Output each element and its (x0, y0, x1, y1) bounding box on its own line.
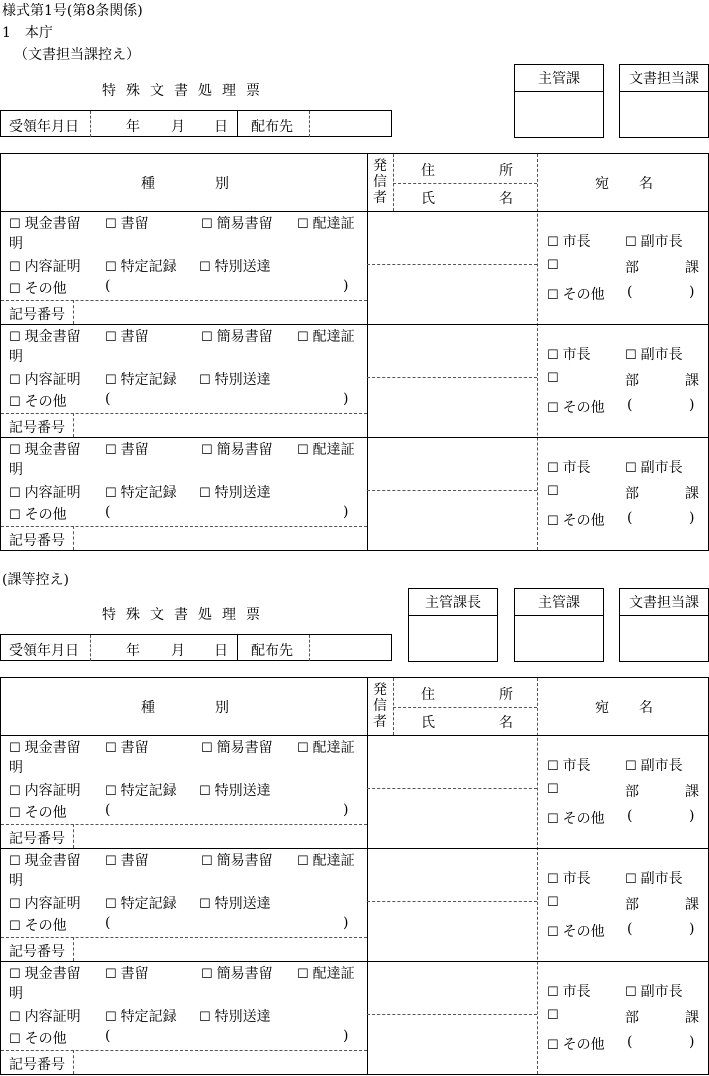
destination-field[interactable] (313, 638, 389, 658)
checkbox-icon[interactable]: ☐ (9, 486, 21, 501)
sender-address-field[interactable] (371, 215, 533, 261)
checkbox-icon[interactable]: ☐ (547, 288, 559, 303)
sender-address-field[interactable] (371, 965, 533, 1011)
checkbox-icon[interactable]: ☐ (9, 217, 21, 232)
day-label: 日 (214, 643, 228, 659)
checkbox-icon[interactable]: ☐ (297, 854, 309, 869)
checkbox-icon[interactable]: ☐ (9, 1010, 21, 1025)
checkbox-icon[interactable]: ☐ (199, 784, 211, 799)
checkbox-icon[interactable]: ☐ (105, 854, 117, 869)
sender-address-field[interactable] (371, 328, 533, 374)
year-label: 年 (126, 643, 140, 659)
checkbox-icon[interactable]: ☐ (547, 514, 559, 529)
name-header: 氏 名 (421, 191, 513, 207)
checkbox-icon[interactable]: ☐ (201, 330, 213, 345)
checkbox-icon[interactable]: ☐ (547, 258, 559, 273)
checkbox-icon[interactable]: ☐ (201, 967, 213, 982)
checkbox-icon[interactable]: ☐ (625, 872, 637, 887)
type-header: 種 別 (141, 700, 229, 716)
checkbox-icon[interactable]: ☐ (199, 373, 211, 388)
sender-address-field[interactable] (371, 852, 533, 898)
sender-header: 発信者 (373, 158, 387, 206)
checkbox-icon[interactable]: ☐ (625, 461, 637, 476)
checkbox-icon[interactable]: ☐ (9, 967, 21, 982)
checkbox-icon[interactable]: ☐ (9, 395, 21, 410)
checkbox-icon[interactable]: ☐ (199, 260, 211, 275)
checkbox-icon[interactable]: ☐ (9, 897, 21, 912)
checkbox-icon[interactable]: ☐ (9, 741, 21, 756)
address-header: 住 所 (421, 687, 513, 703)
stamp-box[interactable] (514, 64, 604, 138)
sender-name-field[interactable] (371, 1018, 533, 1070)
checkbox-icon[interactable]: ☐ (105, 1010, 117, 1025)
table-row: ☐ 現金書留 ☐ 書留 ☐ 簡易書留 ☐ 配達証 明 ☐ 内容証明 ☐ 特定記録 ☐ 特別送達 ☐ その他 ( ) 記号番号 ☐ 市長 ☐ 副市長 ☐ 部 課 ☐ その他 ( ) (1, 211, 708, 324)
reg-no-field[interactable] (77, 939, 363, 959)
checkbox-icon[interactable]: ☐ (625, 235, 637, 250)
sender-header: 発信者 (373, 682, 387, 730)
section-dept-copy (0, 524, 709, 1076)
stamp-box[interactable] (619, 64, 709, 138)
month-label: 月 (171, 643, 185, 659)
record-table (0, 153, 709, 551)
checkbox-icon[interactable]: ☐ (9, 806, 21, 821)
checkbox-icon[interactable]: ☐ (105, 373, 117, 388)
reg-no-field[interactable] (77, 1052, 363, 1072)
table-row: ☐ 現金書留 ☐ 書留 ☐ 簡易書留 ☐ 配達証 明 ☐ 内容証明 ☐ 特定記録 ☐ 特別送達 ☐ その他 ( ) 記号番号 ☐ 市長 ☐ 副市長 ☐ 部 課 ☐ その他 ( ) (1, 961, 708, 1074)
checkbox-icon[interactable]: ☐ (547, 461, 559, 476)
checkbox-icon[interactable]: ☐ (201, 854, 213, 869)
sender-address-field[interactable] (371, 739, 533, 785)
checkbox-icon[interactable]: ☐ (625, 985, 637, 1000)
checkbox-icon[interactable]: ☐ (105, 897, 117, 912)
checkbox-icon[interactable]: ☐ (625, 348, 637, 363)
stamp-label: 主管課 (515, 589, 603, 616)
checkbox-icon[interactable]: ☐ (105, 260, 117, 275)
checkbox-icon[interactable]: ☐ (105, 784, 117, 799)
table-row: ☐ 現金書留 ☐ 書留 ☐ 簡易書留 ☐ 配達証 明 ☐ 内容証明 ☐ 特定記録 ☐ 特別送達 ☐ その他 ( ) 記号番号 ☐ 市長 ☐ 副市長 ☐ 部 課 ☐ その他 ( ) (1, 735, 708, 848)
type-header: 種 別 (141, 176, 229, 192)
checkbox-icon[interactable]: ☐ (9, 508, 21, 523)
record-table (0, 677, 709, 1075)
stamp-label: 主管課 (515, 65, 603, 92)
checkbox-icon[interactable]: ☐ (105, 486, 117, 501)
checkbox-icon[interactable]: ☐ (297, 330, 309, 345)
receipt-box (0, 110, 392, 137)
checkbox-icon[interactable]: ☐ (201, 217, 213, 232)
receipt-box (0, 634, 392, 661)
checkbox-icon[interactable]: ☐ (547, 895, 559, 910)
checkbox-icon[interactable]: ☐ (547, 782, 559, 797)
checkbox-icon[interactable]: ☐ (297, 443, 309, 458)
sender-name-field[interactable] (371, 905, 533, 957)
checkbox-icon[interactable]: ☐ (547, 401, 559, 416)
year-label: 年 (126, 119, 140, 135)
checkbox-icon[interactable]: ☐ (199, 486, 211, 501)
table-row: ☐ 現金書留 ☐ 書留 ☐ 簡易書留 ☐ 配達証 明 ☐ 内容証明 ☐ 特定記録 ☐ 特別送達 ☐ その他 ( ) 記号番号 ☐ 市長 ☐ 副市長 ☐ 部 課 ☐ その他 ( ) (1, 848, 708, 961)
stamp-box[interactable] (514, 588, 604, 662)
reg-no-label: 記号番号 (9, 1057, 65, 1073)
form-title: 特殊文書処理票 (102, 607, 270, 623)
sender-name-field[interactable] (371, 268, 533, 320)
checkbox-icon[interactable]: ☐ (547, 371, 559, 386)
checkbox-icon[interactable]: ☐ (9, 1032, 21, 1047)
form-title: 特殊文書処理票 (102, 83, 270, 99)
reg-no-field[interactable] (77, 415, 363, 435)
day-label: 日 (214, 119, 228, 135)
checkbox-icon[interactable]: ☐ (9, 282, 21, 297)
stamp-label: 文書担当課 (620, 589, 708, 616)
table-row: ☐ 現金書留 ☐ 書留 ☐ 簡易書留 ☐ 配達証 明 ☐ 内容証明 ☐ 特定記録 ☐ 特別送達 ☐ その他 ( ) 記号番号 ☐ 市長 ☐ 副市長 ☐ 部 課 ☐ その他 ( ) (1, 437, 708, 550)
received-date-label: 受領年月日 (9, 643, 79, 659)
name-header: 氏 名 (421, 715, 513, 731)
reg-no-label: 記号番号 (9, 307, 65, 323)
stamp-box[interactable] (619, 588, 709, 662)
stamp-label: 主管課長 (409, 589, 497, 616)
checkbox-icon[interactable]: ☐ (199, 897, 211, 912)
checkbox-icon[interactable]: ☐ (9, 330, 21, 345)
checkbox-icon[interactable]: ☐ (9, 373, 21, 388)
checkbox-icon[interactable]: ☐ (9, 919, 21, 934)
checkbox-icon[interactable]: ☐ (297, 741, 309, 756)
checkbox-icon[interactable]: ☐ (199, 1010, 211, 1025)
checkbox-icon[interactable]: ☐ (9, 443, 21, 458)
checkbox-icon[interactable]: ☐ (105, 330, 117, 345)
stamp-box[interactable] (408, 588, 498, 662)
checkbox-icon[interactable]: ☐ (547, 1008, 559, 1023)
addressee-header: 宛 名 (595, 700, 653, 716)
checkbox-icon[interactable]: ☐ (547, 484, 559, 499)
copy-label-bottom: (課等控え) (2, 572, 69, 588)
checkbox-icon[interactable]: ☐ (625, 759, 637, 774)
checkbox-icon[interactable]: ☐ (547, 348, 559, 363)
sender-address-field[interactable] (371, 441, 533, 487)
checkbox-icon[interactable]: ☐ (297, 967, 309, 982)
checkbox-icon[interactable]: ☐ (105, 967, 117, 982)
month-label: 月 (171, 119, 185, 135)
received-date-label: 受領年月日 (9, 119, 79, 135)
section-label: 1 本庁 (2, 25, 53, 41)
sender-name-field[interactable] (371, 792, 533, 844)
address-header: 住 所 (421, 163, 513, 179)
form-number: 様式第1号(第8条関係) (2, 3, 143, 19)
reg-no-field[interactable] (77, 302, 363, 322)
checkbox-icon[interactable]: ☐ (547, 872, 559, 887)
copy-label-top: （文書担当課控え） (14, 47, 140, 63)
checkbox-icon[interactable]: ☐ (547, 759, 559, 774)
destination-label: 配布先 (251, 119, 293, 135)
stamp-label: 文書担当課 (620, 65, 708, 92)
checkbox-icon[interactable]: ☐ (201, 741, 213, 756)
checkbox-icon[interactable]: ☐ (9, 260, 21, 275)
addressee-header: 宛 名 (595, 176, 653, 192)
checkbox-icon[interactable]: ☐ (9, 784, 21, 799)
reg-no-label: 記号番号 (9, 944, 65, 960)
checkbox-icon[interactable]: ☐ (105, 741, 117, 756)
reg-no-label: 記号番号 (9, 420, 65, 436)
checkbox-icon[interactable]: ☐ (9, 854, 21, 869)
checkbox-icon[interactable]: ☐ (105, 217, 117, 232)
reg-no-label: 記号番号 (9, 533, 65, 549)
table-row: ☐ 現金書留 ☐ 書留 ☐ 簡易書留 ☐ 配達証 明 ☐ 内容証明 ☐ 特定記録 ☐ 特別送達 ☐ その他 ( ) 記号番号 ☐ 市長 ☐ 副市長 ☐ 部 課 ☐ その他 ( ) (1, 324, 708, 437)
destination-label: 配布先 (251, 643, 293, 659)
checkbox-icon[interactable]: ☐ (201, 443, 213, 458)
destination-field[interactable] (313, 114, 389, 134)
reg-no-label: 記号番号 (9, 831, 65, 847)
reg-no-field[interactable] (77, 826, 363, 846)
checkbox-icon[interactable]: ☐ (105, 443, 117, 458)
sender-name-field[interactable] (371, 381, 533, 433)
checkbox-icon[interactable]: ☐ (547, 1038, 559, 1053)
checkbox-icon[interactable]: ☐ (297, 217, 309, 232)
checkbox-icon[interactable]: ☐ (547, 235, 559, 250)
checkbox-icon[interactable]: ☐ (547, 985, 559, 1000)
checkbox-icon[interactable]: ☐ (547, 925, 559, 940)
checkbox-icon[interactable]: ☐ (547, 812, 559, 827)
